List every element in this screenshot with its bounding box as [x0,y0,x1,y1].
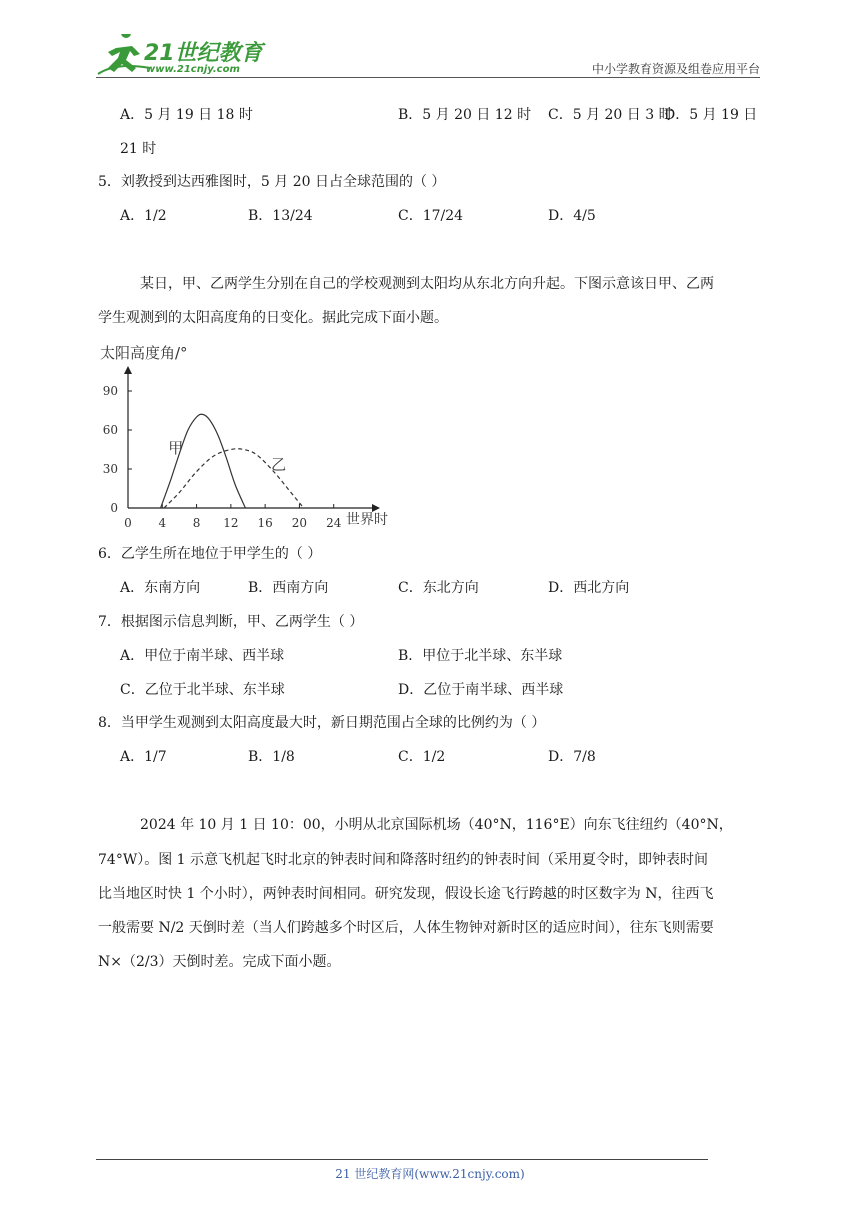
q6-stem: 6．乙学生所在地位于甲学生的（ ） [98,546,322,562]
chart-ylabel: 太阳高度角/° [100,344,188,362]
header-divider [96,77,760,78]
y-tick-label: 90 [102,384,118,398]
q4-option-d-cont: 21 时 [120,141,157,157]
q5-option-d: D．4/5 [548,208,596,224]
logo-text: 21世纪教育 [144,41,263,66]
site-logo [96,34,266,76]
q8-option-b: B．1/8 [248,749,295,765]
passage3-line5: N×（2/3）天倒时差。完成下面小题。 [98,954,341,970]
q5-option-c: C．17/24 [398,208,464,224]
passage2-line1: 某日，甲、乙两学生分别在自己的学校观测到太阳均从东北方向升起。下图示意该日甲、乙两 [140,276,714,292]
q7-option-c: C．乙位于北半球、东半球 [120,682,285,698]
x-tick-label: 8 [192,516,201,530]
q7-option-d: D．乙位于南半球、西半球 [398,682,564,698]
passage3-line1: 2024 年 10 月 1 日 10：00，小明从北京国际机场（40°N，116°E）向东飞往纽约（40°N， [140,817,733,833]
passage3-line3: 比当地区时快 1 个小时），两钟表时间相同。研究发现，假设长途飞行跨越的时区数字为 N，往西飞 [98,886,714,902]
x-tick-label: 24 [326,516,342,530]
footer-link[interactable]: 21 世纪教育网(www.21cnjy.com) [335,1167,525,1181]
y-tick-label: 60 [102,423,118,437]
y-tick-label: 30 [102,462,118,476]
q6-option-c: C．东北方向 [398,580,479,596]
q8-stem: 8．当甲学生观测到太阳高度最大时，新日期范围占全球的比例约为（ ） [98,715,546,731]
y-axis-arrow [124,366,132,374]
x-tick-label: 20 [291,516,308,530]
x-tick-label: 16 [257,516,273,530]
chart-xlabel: 世界时 [346,512,388,528]
q4-option-b: B．5 月 20 日 12 时 [398,107,532,123]
q5-stem: 5．刘教授到达西雅图时，5 月 20 日占全球范围的（ ） [98,174,446,190]
series-line-jia [161,414,246,508]
x-tick-label: 12 [223,516,239,530]
q6-option-b: B．西南方向 [248,580,329,596]
footer-divider [96,1159,708,1160]
passage3-line4: 一般需要 N/2 天倒时差（当人们跨越多个时区后，人体生物钟对新时区的适应时间），往东飞则需要 [98,920,714,936]
header-platform-text: 中小学教育资源及组卷应用平台 [591,62,760,76]
q4-option-a: A．5 月 19 日 18 时 [120,107,253,123]
y-tick-label: 0 [110,501,118,515]
x-tick-label: 4 [158,516,167,530]
x-tick-label: 0 [124,516,132,530]
q7-option-a: A．甲位于南半球、西半球 [120,648,285,664]
passage2-line2: 学生观测到的太阳高度角的日变化。据此完成下面小题。 [98,310,448,326]
q8-option-a: A．1/7 [120,749,167,765]
series-label-jia: 甲 [168,439,184,457]
q4-option-d: D．5 月 19 日 [664,107,758,123]
q5-option-a: A．1/2 [120,208,167,224]
passage3-line2: 74°W）。图 1 示意飞机起飞时北京的钟表时间和降落时纽约的钟表时间（采用夏令时，即钟表时间 [98,852,709,868]
q7-stem: 7．根据图示信息判断，甲、乙两学生（ ） [98,614,364,630]
q4-option-c: C．5 月 20 日 3 时 [548,107,673,123]
logo-url: www.21cnjy.com [146,64,240,75]
x-axis-arrow [372,504,380,512]
q8-option-d: D．7/8 [548,749,596,765]
q7-option-b: B．甲位于北半球、东半球 [398,648,563,664]
q8-option-c: C．1/2 [398,749,446,765]
series-label-yi: 乙 [271,455,287,474]
q5-option-b: B．13/24 [248,208,313,224]
q6-option-d: D．西北方向 [548,580,630,596]
q6-option-a: A．东南方向 [120,580,201,596]
solar-altitude-chart [92,336,412,536]
